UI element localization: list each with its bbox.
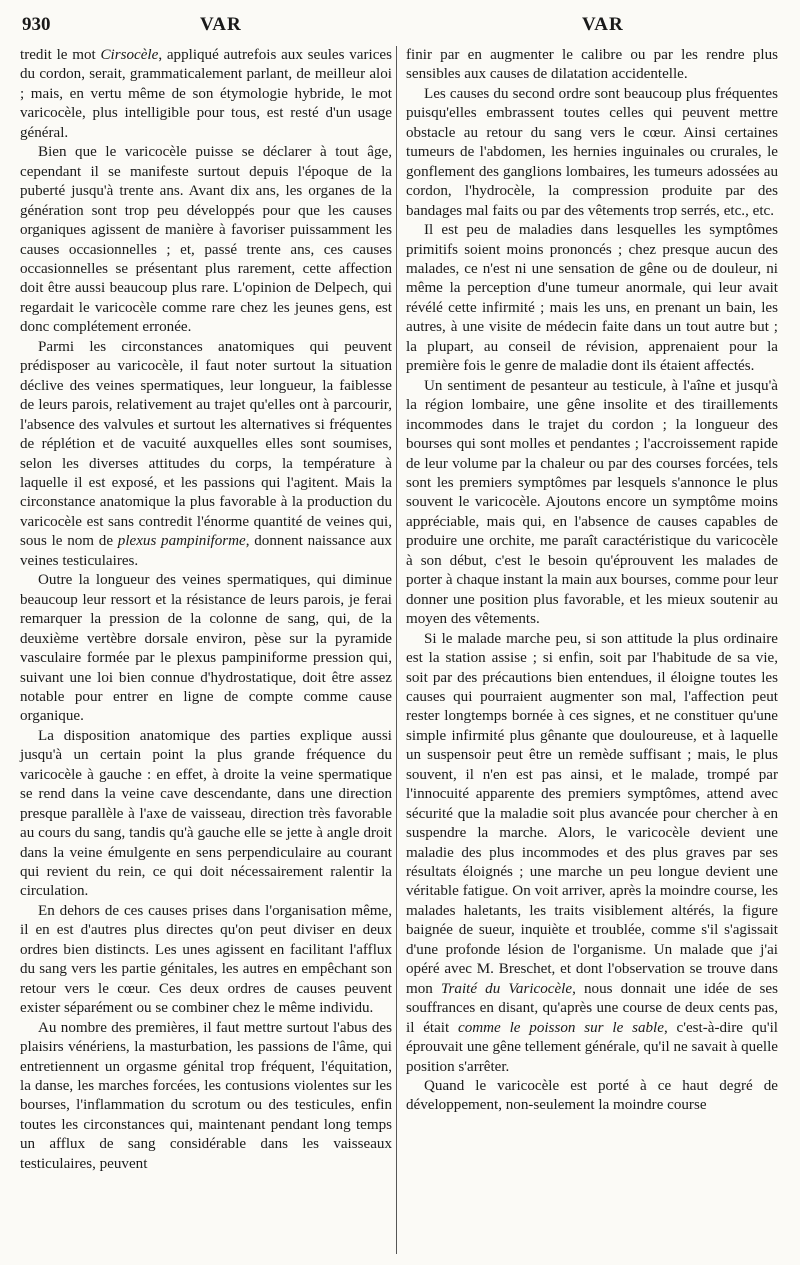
paragraph: [20, 902, 392, 1019]
text-run: En dehors de ces causes prises dans l'organisation même, il en est d'autres plus directes qu'on peut diviser en deux ordres bien distincts. Les unes agissent en facilitant l'afflux du sang vers les partie génitales, les autres en empêchant son retour vers le cœur. Ces deux ordres de causes peuvent exister séparément ou se combiner chez le même individu.: [20, 902, 392, 1017]
text-run: , donnent naissance aux veines testiculaires.: [20, 533, 392, 569]
italic-text: plexus pampiniforme: [117, 533, 246, 550]
left-text-column: [20, 46, 392, 1174]
paragraph: [406, 1077, 778, 1116]
page-header: [22, 14, 778, 40]
text-run: La disposition anatomique des parties explique aussi jusqu'à un certain point la plus grande fréquence du varicocèle à gauche : en effet, à droite la veine spermatique se rend dans la veine cave descendante, dans une direction presque parallèle à l'axe de vaisseau, direction très favorable au cours du sang, tandis qu'à gauche elle se jette à angle droit dans la veine émulgente en sens perpendiculaire au courant qui revient du rein, ce qui doit nécessairement ralentir la circulation.: [20, 727, 392, 900]
text-run: tredit le mot: [20, 47, 101, 63]
text-run: Quand le varicocèle est porté à ce haut degré de développement, non-seulement la moindre course: [406, 1078, 778, 1114]
paragraph: [406, 630, 778, 1077]
text-run: , nous donnait une idée de ses souffrances en disant, qu'après une course de deux cents pas, il était: [406, 980, 778, 1036]
text-run: Bien que le varicocèle puisse se déclarer à tout âge, cependant il se manifeste surtout depuis l'époque de la puberté jusqu'à trente ans. Avant dix ans, les organes de la génération sont trop peu développés pour que les causes organiques agissent de manière à favoriser puissamment les causes occasionnelles ; et, passé trente ans, ces causes occasionnelles se présentant plus rarement, cette affection doit être aussi beaucoup plus rare. L'opinion de Delpech, qui regardait le varicocèle comme rare chez les jeunes gens, est donc complétement erronée.: [20, 144, 392, 336]
text-run: , c'est-à-dire qu'il éprouvait une gêne tellement générale, qu'il ne savait à quelle position s'arrêter.: [406, 1019, 778, 1075]
running-head-left: VAR: [200, 14, 242, 35]
text-run: finir par en augmenter le calibre ou par les rendre plus sensibles aux causes de dilatation accidentelle.: [406, 47, 778, 83]
text-run: , appliqué autrefois aux seules varices du cordon, serait, grammaticalement parlant, de meilleur aloi ; mais, en vertu même de son étymologie hybride, le mot varicocèle, plus intelligible pour tous, est resté d'un usage général.: [20, 47, 392, 141]
text-run: Un sentiment de pesanteur au testicule, à l'aîne et jusqu'à la région lombaire, une gêne insolite et des tiraillements incommodes dans le trajet du cordon ; la longueur des bourses qui sont molles et pendantes ; l'accroissement rapide de leur volume par la chaleur ou par des courses forcées, tels sont les premiers symptômes par lesquels s'annonce le plus souvent le varicocèle. Ajoutons encore un symptôme moins appréciable, mais qui, en l'absence de causes capables de produire une orchite, me paraît caractéristique du varicocèle à son début, c'est le besoin qu'éprouvent les malades de porter à chaque instant la main aux bourses, comme pour leur donner une position plus favorable, et les mieux soutenir au moyen des vêtements.: [406, 377, 778, 628]
running-head-right: VAR: [582, 14, 624, 35]
text-run: Si le malade marche peu, si son attitude la plus ordinaire est la station assise ; si enfin, soit par l'habitude de sa vie, soit par des précautions bien entendues, il éloigne toutes les causes qui pourraient augmenter son mal, l'affection peut rester longtemps bornée à ces signes, et ne constituer qu'une simple infirmité plus gênante que douloureuse, et à laquelle un suspensoir peut être un remède suffisant ; mais, le plus souvent, il n'en est pas ainsi, et le malade, trompé par l'innocuité apparente des premiers symptômes, attend avec sécurité que la maladie soit plus avancée pour chercher à en suspendre la marche. Alors, le varicocèle devient une maladie des plus incommodes et des plus graves par ses résultats éloignés ; une marche un peu longue devient une véritable fatigue. On voit arriver, après la moindre course, les malades haletants, les traits visiblement altérés, la figure baignée de sueur, inquiète et troublée, comme s'il s'agissait d'une profonde lésion de l'organisme. Un malade que j'ai opéré avec M. Breschet, et dont l'observation se trouve dans mon: [406, 630, 778, 997]
text-run: Au nombre des premières, il faut mettre surtout l'abus des plaisirs vénériens, la masturbation, les passions de l'âme, qui entretiennent un orgasme génital trop fréquent, l'équitation, la danse, les marches forcées, les contusions violentes sur les bourses, l'inflammation du scrotum ou des testicules, enfin toutes les circonstances qui, maintenant pendant long temps un afflux de sang considérable dans les vaisseaux testiculaires, peuvent: [20, 1019, 392, 1172]
paragraph: [20, 338, 392, 571]
paragraph: [20, 143, 392, 338]
italic-text: comme le poisson sur le sable: [458, 1019, 664, 1036]
paragraph: [406, 46, 778, 85]
paragraph: [20, 46, 392, 143]
text-run: Les causes du second ordre sont beaucoup plus fréquentes puisqu'elles embrassent toutes celles qui peuvent mettre obstacle au retour du sang vers le cœur. Ainsi certaines tumeurs de l'abdomen, les hernies inguinales ou crurales, le gonflement des ganglions lombaires, les tumeurs adossées au cordon, l'hydrocèle, la compression produite par des bandages mal faits ou par des vêtements trop serrés, etc., etc.: [406, 85, 778, 219]
italic-text: Traité du Varicocèle: [440, 980, 573, 997]
right-text-column: [406, 46, 778, 1116]
paragraph: [406, 85, 778, 221]
column-divider: [396, 46, 397, 1254]
paragraph: [406, 221, 778, 377]
text-run: Il est peu de maladies dans lesquelles les symptômes primitifs soient moins prononcés ; chez presque aucun des malades, ce n'est ni une sensation de gêne ou de douleur, ni même la perception d'une tumeur anormale, qui leur avait révélé cette infirmité ; mais les uns, en prenant un bain, les autres, à une visite de médecin faite dans un tout autre but ; la plupart, au conseil de révision, apprenaient pour la première fois le genre de maladie dont ils étaient affectés.: [406, 222, 778, 375]
text-run: Parmi les circonstances anatomiques qui peuvent prédisposer au varicocèle, il faut noter surtout la situation déclive des veines spermatiques, leur longueur, la faiblesse de leurs parois, relativement au trajet qu'elles ont à parcourir, l'absence des valvules et surtout les alternatives si fréquentes de réplétion et de vacuité auxquelles elles sont soumises, selon les diverses attitudes du corps, la température à laquelle il est exposé, et les passions qui l'agitent. Mais la circonstance anatomique la plus favorable à la production du varicocèle est sans contredit l'énorme quantité de veines qui, sous le nom de: [20, 338, 392, 550]
paragraph: [20, 1019, 392, 1175]
paragraph: [20, 571, 392, 727]
italic-text: Cirsocèle: [100, 47, 159, 63]
page-number: 930: [22, 14, 51, 35]
paragraph: [406, 377, 778, 630]
paragraph: [20, 727, 392, 902]
text-run: Outre la longueur des veines spermatiques, qui diminue beaucoup leur ressort et la résistance de leurs parois, je ferai remarquer la pression de la colonne de sang, qui, de la deuxième vertèbre dorsale environ, pèse sur la pyramide vasculaire formée par le plexus pampiniforme pression qui, suivant une loi bien connue d'hydrostatique, doit être assez notable pour entrer en ligne de compte comme cause organique.: [20, 572, 392, 725]
